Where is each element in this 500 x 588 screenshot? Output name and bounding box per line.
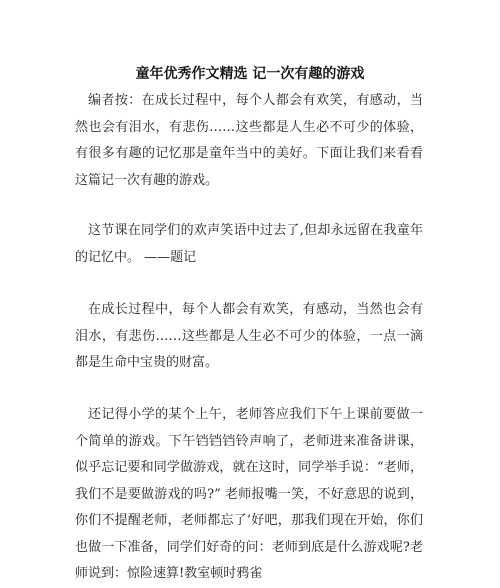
body-paragraph: 在成长过程中，每个人都会有欢笑，有感动，当然也会有泪水，有悲伤……这些都是人生必不可少的体验，一点一滴都是生命中宝贵的财富。: [75, 302, 423, 370]
body-paragraph: 还记得小学的某个上午，老师答应我们下午上课前要做一个简单的游戏。下午铛铛铛铃声响了，老师进来准备讲课，似乎忘记要和同学做游戏，就在这时，同学举手说：“老师，我们不是要做游戏的吗?” 老师报嘴一笑，不好意思的说到，你们不提醒老师，老师都忘了’好吧，那我们现在开始，你们也做一下准备，同学们好奇的问：老师到底是什么游戏呢?老师说到：惊险速算!教室顿时鸦雀: [75, 407, 423, 581]
document-title: 童年优秀作文精选 记一次有趣的游戏: [135, 66, 365, 82]
epigraph-paragraph: 这节课在同学们的欢声笑语中过去了,但却永远留在我童年的记忆中。 ——题记: [75, 223, 423, 265]
editor-note-paragraph: 编者按：在成长过程中，每个人都会有欢笑，有感动，当然也会有泪水，有悲伤……这些都是人生必不可少的体验，有很多有趣的记忆那是童年当中的美好。下面让我们来看看这篇记一次有趣的游戏。: [75, 93, 423, 188]
